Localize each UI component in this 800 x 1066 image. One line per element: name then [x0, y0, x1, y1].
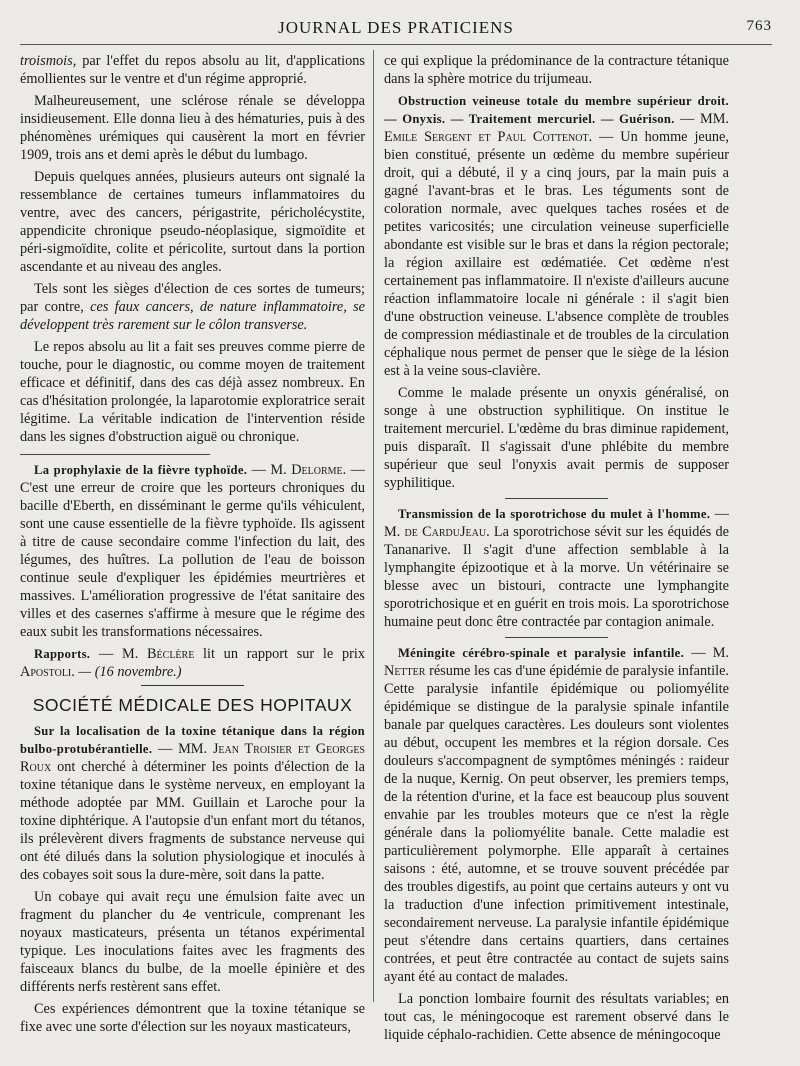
section-heading: Obstruction veineuse totale du membre supérieur droit. — Onyxis. — Traitement mercuriel. — Guérison. [384, 94, 729, 126]
author-name: Emile Sergent et Paul Cottenot. [384, 129, 593, 145]
society-rule [141, 685, 245, 686]
paragraph: Le repos absolu au lit a fait ses preuves comme pierre de touche, pour le diagnostic, ou comme moyen de traitement efficace et définitif, dans des cas déjà assez nombreux. En cas d'hésitation prolongée, la laparotomie exploratrice serait légitime. La véritable indication de l'intervention réside dans les signes d'obstruction aiguë ou chronique. [20, 339, 365, 445]
text: — M. [90, 646, 147, 662]
italic-text: ces faux cancers, de nature inflammatoire, se développent très rarement sur le côlon transverse. [20, 299, 365, 333]
author-name: Apostoli. [20, 664, 75, 680]
paragraph: Depuis quelques années, plusieurs auteurs ont signalé la ressemblance de certaines tumeurs inflammatoires du ventre, avec des cancers, périgastrite, péricholécystite, appendicite chronique pseudo-néoplasique, sigmoïdite et péri-sigmoïdite, colite et péricolite, surtout dans la portion ascendante et au niveau des angles. [20, 169, 365, 275]
paragraph: Ces expériences démontrent que la toxine tétanique se fixe avec une sorte d'élection sur les noyaux masticateurs, [20, 1001, 365, 1035]
paragraph: La ponction lombaire fournit des résultats variables; en tout cas, le méningocoque est rarement observé dans le liquide céphalo-rachidien. Cette absence de méningocoque [384, 991, 729, 1043]
paragraph: ce qui explique la prédominance de la contracture tétanique dans la sphère motrice du trijumeau. [384, 53, 729, 87]
section-obstruction [384, 92, 729, 380]
society-title: SOCIÉTÉ MÉDICALE DES HOPITAUX [32, 695, 353, 715]
column-divider [373, 50, 374, 1002]
page-number: 763 [746, 18, 772, 34]
page-header [20, 14, 772, 40]
author-name: Netter [384, 663, 426, 679]
italic-text: troismois, [20, 53, 77, 69]
paragraph: Malheureusement, une sclérose rénale se développa insidieusement. Elle donna lieu à des hématuries, puis à des phénomènes urémiques qui causèrent la mort en février 1909, trois ans et demi après le début du lumbago. [20, 93, 365, 163]
paragraph: Comme le malade présente un onyxis généralisé, on songe à une obstruction syphilitique. On institue le traitement mercuriel. L'œdème du bras diminue rapidement, puis disparaît. Il s'agissait d'une phlébite du membre supérieur que seul l'onyxis avait permis de supposer syphilitique. [384, 385, 729, 491]
author-name: Delorme. [291, 462, 347, 478]
section-heading: La prophylaxie de la fièvre typhoïde. [34, 463, 248, 477]
section-rule [505, 637, 609, 638]
text: lit un rapport sur le prix [194, 646, 365, 662]
text: — MM. [152, 741, 213, 757]
section-rapports [20, 645, 365, 681]
section-heading: Sur la localisation de la toxine tétanique dans la région bulbo-protubérantielle. [20, 724, 365, 756]
section-sporotrichose [384, 505, 729, 631]
header-rule [20, 44, 772, 45]
section-typhoid [20, 461, 365, 641]
journal-title: JOURNAL DES PRATICIENS [278, 18, 514, 37]
text: La sporotrichose sévit sur les équidés de Tananarive. Il s'agit d'une affection semblable à la lymphangite épizootique et à la morve. Un vétérinaire se blesse avec un bistouri, contracte une lymphangite sporotrichosique et en guérit en trois mois. La sporotrichose humaine peut donc être contractée par contagion animale. [384, 524, 729, 630]
section-rule [20, 454, 210, 455]
text: — M. [384, 506, 729, 540]
paragraph [20, 280, 365, 334]
text: — MM. [674, 111, 729, 127]
text: — M. [684, 645, 729, 661]
left-column [20, 52, 365, 1052]
author-name: Béclère [147, 646, 195, 662]
text: ont cherché à déterminer les points d'élection de la toxine tétanique dans le système nerveux, en employant la méthode adoptée par MM. Guillain et Laroche pour la toxine diphtérique. A l'autopsie d'un enfant mort du tétanos, ils prélevèrent divers fragments de substance nerveuse qui ont été dilués dans la solution physiologique et inoculés à des cobayes soit sous la dure-mère, soit dans la patte. [20, 759, 365, 883]
date-text: — (16 novembre.) [74, 664, 182, 680]
author-name: de CarduJeau. [404, 524, 490, 540]
text: Tels sont les sièges d'élection de ces sortes de tumeurs; par contre, [20, 281, 365, 315]
right-column [384, 52, 729, 1052]
section-tetanus [20, 722, 365, 884]
text: par l'effet du repos absolu au lit, d'applications émollientes sur le ventre et d'un régime approprié. [20, 53, 365, 87]
text: — C'est une erreur de croire que les porteurs chroniques du bacille d'Eberth, en disséminant le germe qu'ils véhiculent, sont une cause essentielle de la fièvre typhoïde. Ils agissent à titre de cause secondaire comme l'infection du lait, des légumes, des huîtres. La pollution de l'eau de boisson continue seule d'expliquer les épidémies meurtrières et massives. L'amélioration progressive de l'état sanitaire des villes et des casernes s'affirme à mesure que le régime des eaux subit les transformations nécessaires. [20, 462, 365, 640]
author-name: Jean Troisier et Georges Roux [20, 741, 365, 775]
section-meningite [384, 644, 729, 986]
text: — Un homme jeune, bien constitué, présente un œdème du membre supérieur droit, qui a débuté, il y a cinq jours, par la main puis a gagné l'avant-bras et le bras. Les téguments sont de coloration normale, avec quelques taches rosées et de petites varicosités; une circulation veineuse superficielle abondante est visible sur le bras et dans la région pectorale; la région axillaire est œdématiée. Cet œdème n'est certainement pas inflammatoire. Il n'existe d'ailleurs aucune réaction inflammatoire locale ni générale : il s'agit bien d'une obstruction veineuse. L'absence complète de troubles de compression médiastinale et de troubles de la circulation céphalique nous permet de penser que le siège de la lésion est à la veine sous-clavière. [384, 129, 729, 379]
section-heading: Transmission de la sporotrichose du mulet à l'homme. [398, 507, 711, 521]
section-heading: Rapports. [34, 647, 91, 661]
paragraph: Un cobaye qui avait reçu une émulsion faite avec un fragment du plancher du 4e ventricule, comprenant les noyaux masticateurs, présenta un tétanos expérimental typique. Les inoculations faites avec les fragments des faisceaux blancs du bulbe, de la moelle épinière et des différents nerfs restèrent sans effet. [20, 889, 365, 995]
paragraph [20, 52, 365, 88]
text: — M. [247, 462, 292, 478]
section-rule [505, 498, 609, 499]
section-heading: Méningite cérébro-spinale et paralysie infantile. [398, 646, 685, 660]
text: résume les cas d'une épidémie de paralysie infantile. Cette paralysie infantile épidémique ou poliomyélite épidémique se distingue de la paralysie spinale infantile banale par quelques caractères. Les douleurs sont violentes au début, occupent les membres et la région dorsale. Ces douleurs s'accompagnent de symptômes méningés : raideur de la nuque, Kernig. On peut observer, les premiers temps, de la rétention d'urine, et la face est beaucoup plus souvent envahie par les troubles moteurs que ce n'est la règle générale dans la poliomyélite banale. Cette maladie est particulièrement polymorphe. Elle apparaît à certaines saisons : été, automne, et se trouve souvent précédée par des troubles digestifs, au point que certains auteurs y ont vu la traduction d'une infection primitivement intestinale, secondairement nerveuse. La paralysie infantile épidémique peut s'étendre dans certains quartiers, dans certaines contrées, et peut être contractée au contact de sujets sains ayant été au contact de malades. [384, 663, 729, 985]
